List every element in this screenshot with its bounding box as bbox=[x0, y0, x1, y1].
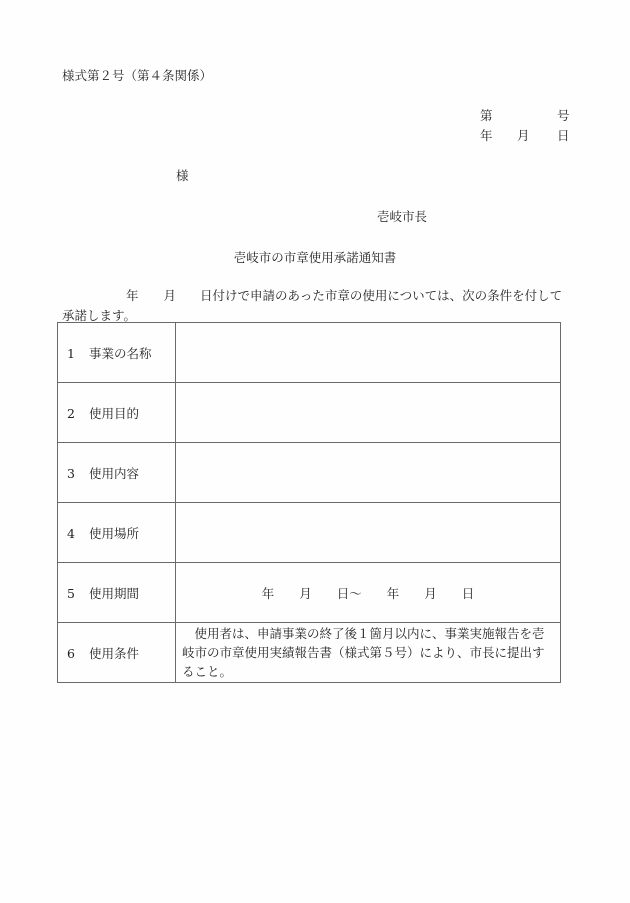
body-month-label: 月 bbox=[163, 288, 177, 303]
row-number: 2 bbox=[67, 405, 75, 421]
period-from-day: 日〜 bbox=[336, 585, 362, 601]
row-label-cell bbox=[58, 443, 176, 503]
usage-location-field[interactable] bbox=[176, 503, 561, 563]
body-text-line2: 承諾します。 bbox=[62, 308, 137, 323]
row-number: 4 bbox=[67, 525, 75, 541]
date-day-label: 日 bbox=[557, 128, 570, 143]
row-label-cell bbox=[58, 323, 176, 383]
row-label: 使用場所 bbox=[89, 525, 140, 541]
row-label-cell bbox=[58, 503, 176, 563]
issuer-name: 壱岐市長 bbox=[377, 209, 428, 224]
row-number: 3 bbox=[67, 465, 75, 481]
usage-period-field[interactable] bbox=[176, 563, 561, 623]
row-label: 使用期間 bbox=[89, 585, 140, 601]
row-label-cell bbox=[58, 563, 176, 623]
table-row bbox=[58, 323, 561, 383]
row-label: 使用目的 bbox=[89, 405, 140, 421]
table-row bbox=[58, 383, 561, 443]
row-label-cell bbox=[58, 623, 176, 683]
purpose-field[interactable] bbox=[176, 383, 561, 443]
usage-content-field[interactable] bbox=[176, 443, 561, 503]
document-number-prefix: 第 bbox=[480, 108, 493, 123]
row-number: 6 bbox=[67, 645, 75, 661]
row-label-cell bbox=[58, 383, 176, 443]
date-month-label: 月 bbox=[517, 128, 530, 143]
row-label: 使用内容 bbox=[89, 465, 140, 481]
usage-conditions-text: 使用者は、申請事業の終了後１箇月以内に、事業実施報告を壱岐市の市章使用実績報告書（様式第５号）により、市長に提出すること。 bbox=[182, 626, 545, 679]
table-row bbox=[58, 443, 561, 503]
document-title: 壱岐市の市章使用承諾通知書 bbox=[233, 250, 397, 265]
table-row bbox=[58, 563, 561, 623]
period-to-day: 日 bbox=[461, 585, 475, 601]
form-number: 様式第２号（第４条関係） bbox=[62, 68, 213, 83]
project-name-field[interactable] bbox=[176, 323, 561, 383]
row-number: 1 bbox=[67, 345, 75, 361]
period-to-year: 年 bbox=[386, 585, 400, 601]
conditions-table bbox=[57, 322, 561, 683]
document-number-suffix: 号 bbox=[557, 108, 570, 123]
body-year-label: 年 bbox=[126, 288, 139, 303]
usage-conditions-cell bbox=[176, 623, 561, 683]
table-row bbox=[58, 503, 561, 563]
period-from-month: 月 bbox=[299, 585, 312, 601]
addressee-suffix: 様 bbox=[176, 168, 189, 183]
body-text-line1 bbox=[62, 286, 562, 304]
row-label: 使用条件 bbox=[89, 645, 140, 661]
period-from-year: 年 bbox=[261, 585, 275, 601]
period-to-month: 月 bbox=[424, 585, 437, 601]
body-text: 日付けで申請のあった市章の使用については、次の条件を付して bbox=[200, 288, 563, 303]
table-row bbox=[58, 623, 561, 683]
date-year-label: 年 bbox=[480, 128, 493, 143]
row-number: 5 bbox=[67, 585, 75, 601]
row-label: 事業の名称 bbox=[89, 345, 152, 361]
